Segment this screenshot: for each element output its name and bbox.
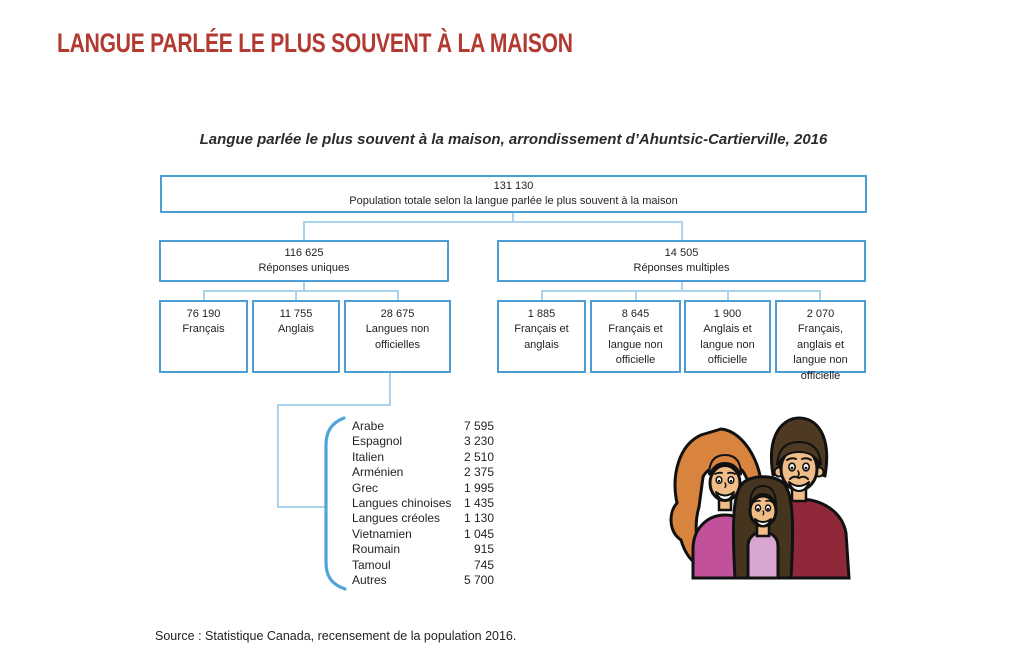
non-official-languages-list (352, 419, 494, 588)
box-value: 1 885 (527, 308, 556, 320)
bracket-curve-icon (318, 410, 352, 596)
box-label: Français, anglais et langue non officielle (793, 323, 848, 382)
connector-uniques-crossbar (203, 290, 399, 292)
language-count: 915 (473, 542, 494, 557)
language-name: Autres (352, 573, 387, 588)
list-item (352, 450, 494, 465)
box-label: Français (182, 323, 225, 336)
list-item (352, 558, 494, 573)
connector-to-francais (203, 290, 205, 300)
connector-to-fr-nonoff (635, 290, 637, 300)
language-count: 7 595 (463, 419, 494, 433)
list-item (352, 527, 494, 542)
connector-multiples-crossbar (541, 290, 821, 292)
box-langues-non-officielles (344, 300, 451, 373)
language-count: 1 045 (463, 526, 494, 541)
connector-nonoff-left (277, 404, 391, 406)
box-value: 76 190 (186, 308, 221, 320)
box-population-totale (160, 175, 867, 213)
daughter-figure (733, 477, 792, 578)
language-name: Langues chinoises (352, 496, 452, 511)
connector-to-uniques (303, 221, 305, 240)
list-item (352, 496, 494, 511)
list-item (352, 434, 494, 449)
box-value: 116 625 (284, 246, 324, 259)
box-label: Français et langue non officielle (608, 323, 663, 367)
language-count: 2 375 (463, 465, 494, 480)
box-anglais-et-langue-non-officielle (684, 300, 771, 373)
language-name: Vietnamien (352, 526, 412, 541)
language-name: Tamoul (352, 557, 391, 572)
language-count: 5 700 (463, 573, 494, 588)
box-label: Langues non officielles (365, 323, 430, 351)
box-value: 2 070 (806, 308, 835, 320)
box-francais-anglais-et-langue-non-officielle (775, 300, 866, 382)
box-label: Anglais (277, 323, 315, 336)
connector-to-fr-en (541, 290, 543, 300)
box-value: 11 755 (279, 308, 313, 320)
language-name: Italien (352, 449, 385, 464)
box-anglais (252, 300, 340, 373)
box-francais-et-langue-non-officielle (590, 300, 681, 373)
language-count: 1 130 (463, 511, 494, 526)
list-item (352, 481, 494, 496)
box-value: 14 505 (664, 246, 699, 259)
box-label: Population totale selon la langue parlée le plus souvent à la maison (349, 195, 678, 207)
connector-nonoff-stem (389, 373, 391, 406)
list-item (352, 419, 494, 434)
language-count: 3 230 (463, 434, 494, 449)
figure-title: Langue parlée le plus souvent à la maison, arrondissement d’Ahuntsic-Cartierville, 2016 (199, 131, 828, 148)
box-label: Réponses uniques (258, 262, 350, 274)
connector-to-multiples (681, 221, 683, 240)
box-value: 8 645 (621, 308, 650, 320)
connector-nonoff-down (277, 404, 279, 508)
box-reponses-multiples (497, 240, 866, 282)
box-label: Réponses multiples (633, 262, 730, 274)
language-count: 2 510 (463, 449, 494, 464)
box-label: Français et anglais (514, 323, 569, 351)
box-label: Anglais et langue non officielle (700, 323, 755, 367)
language-name: Langues créoles (352, 511, 441, 526)
list-item (352, 465, 494, 480)
connector-to-anglais (295, 290, 297, 300)
box-value: 131 130 (493, 179, 534, 192)
connector-to-en-nonoff (727, 290, 729, 300)
family-illustration (645, 413, 860, 581)
connector-root-crossbar (303, 221, 683, 223)
language-count: 1 995 (463, 480, 494, 495)
language-name: Espagnol (352, 434, 403, 449)
box-francais (159, 300, 248, 373)
list-item (352, 573, 494, 588)
box-value: 1 900 (713, 308, 742, 320)
language-name: Arabe (352, 419, 385, 433)
page-title: LANGUE PARLÉE LE PLUS SOUVENT À LA MAISON (57, 28, 573, 58)
language-count: 745 (473, 557, 494, 572)
language-name: Arménien (352, 465, 404, 480)
language-name: Grec (352, 480, 379, 495)
box-francais-et-anglais (497, 300, 586, 373)
list-item (352, 511, 494, 526)
language-count: 1 435 (463, 496, 494, 511)
source-note: Source : Statistique Canada, recensement de la population 2016. (155, 629, 517, 643)
box-value: 28 675 (380, 308, 415, 320)
box-reponses-uniques (159, 240, 449, 282)
list-item (352, 542, 494, 557)
language-name: Roumain (352, 542, 401, 557)
connector-to-non-officielles (397, 290, 399, 300)
connector-to-fr-en-nonoff (819, 290, 821, 300)
